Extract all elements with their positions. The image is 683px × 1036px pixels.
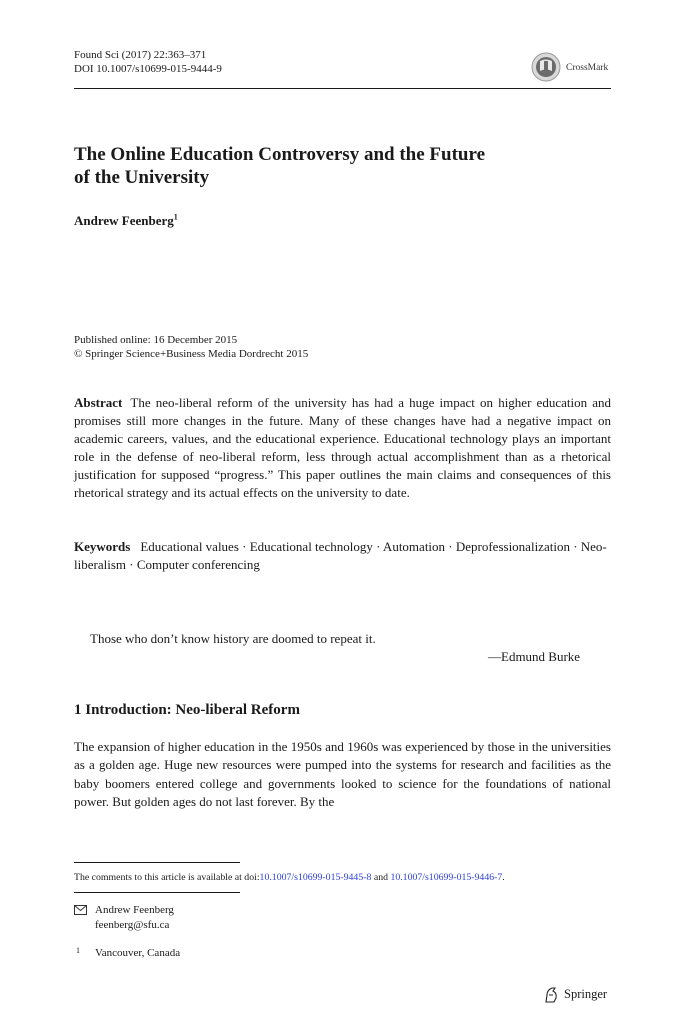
- corresponding-author-name: Andrew Feenberg: [95, 904, 174, 916]
- doi-link-2[interactable]: 10.1007/s10699-015-9446-7: [390, 872, 503, 883]
- affiliation-text: Vancouver, Canada: [95, 947, 181, 959]
- keywords-label: Keywords: [74, 539, 131, 554]
- footnote-divider: [74, 862, 240, 863]
- epigraph-quote: Those who don’t know history are doomed to repeat it.: [90, 631, 376, 646]
- author-name: [74, 213, 178, 229]
- correspondence-divider: [74, 892, 240, 893]
- keywords: [74, 538, 611, 574]
- copyright-line: © Springer Science+Business Media Dordrecht 2015: [74, 348, 309, 360]
- published-date: Published online: 16 December 2015: [74, 334, 238, 346]
- corresponding-author-email[interactable]: feenberg@sfu.ca: [95, 919, 170, 931]
- author-name-text: Andrew Feenberg: [74, 213, 174, 228]
- affiliation-number: 1: [76, 946, 80, 955]
- comments-prefix: The comments to this article is available at doi:: [74, 872, 260, 883]
- section-body: The expansion of higher education in the 1950s and 1960s was experienced by those in the universities as a golden age. Huge new resources were pumped into the systems for research and facilities as the baby boomers entered college and governments looked to science for the foundations of national power. But golden ages do not last forever. By the: [74, 739, 611, 809]
- publisher-name: Springer: [564, 987, 608, 1001]
- abstract-text: The neo-liberal reform of the university has had a huge impact on higher education and promises still more changes in the future. Many of these changes have had a negative impact on academic careers, values, and the educational experience. Educational technology plays an important role in the defense of neo-liberal reform, less through actual accomplishment than as a rhetorical justification for supposed “progress.” This paper outlines the main claims and consequences of this rhetorical strategy and its actual effects on the university to date.: [74, 395, 611, 500]
- abstract-label: Abstract: [74, 395, 123, 410]
- crossmark-icon: [531, 52, 561, 82]
- doi: DOI 10.1007/s10699-015-9444-9: [74, 63, 222, 75]
- author-affiliation-mark: 1: [173, 212, 178, 222]
- title-line-2: of the University: [74, 167, 210, 188]
- epigraph-attribution: —Edmund Burke: [488, 649, 581, 664]
- envelope-icon: [74, 905, 87, 915]
- abstract: [74, 394, 611, 501]
- journal-reference: Found Sci (2017) 22:363–371: [74, 49, 207, 61]
- comments-footnote: [74, 872, 505, 883]
- article-title: [74, 143, 574, 189]
- comments-suffix: .: [502, 872, 505, 883]
- journal-header: [74, 48, 222, 76]
- doi-link-1[interactable]: 10.1007/s10699-015-9445-8: [259, 872, 372, 883]
- title-line-1: The Online Education Controversy and the Future: [74, 144, 486, 165]
- springer-horse-icon: [542, 986, 560, 1004]
- crossmark-label: CrossMark: [566, 63, 609, 73]
- section-heading: 1 Introduction: Neo-liberal Reform: [74, 702, 300, 718]
- corresponding-author: [95, 903, 174, 933]
- header-divider: [74, 88, 611, 89]
- comments-and: and: [371, 872, 391, 883]
- publication-info: [74, 333, 308, 361]
- keywords-text: Educational values · Educational technology · Automation · Deprofessionalization · Neo-liberalism · Computer conferencing: [74, 539, 607, 572]
- crossmark-badge[interactable]: [531, 52, 613, 86]
